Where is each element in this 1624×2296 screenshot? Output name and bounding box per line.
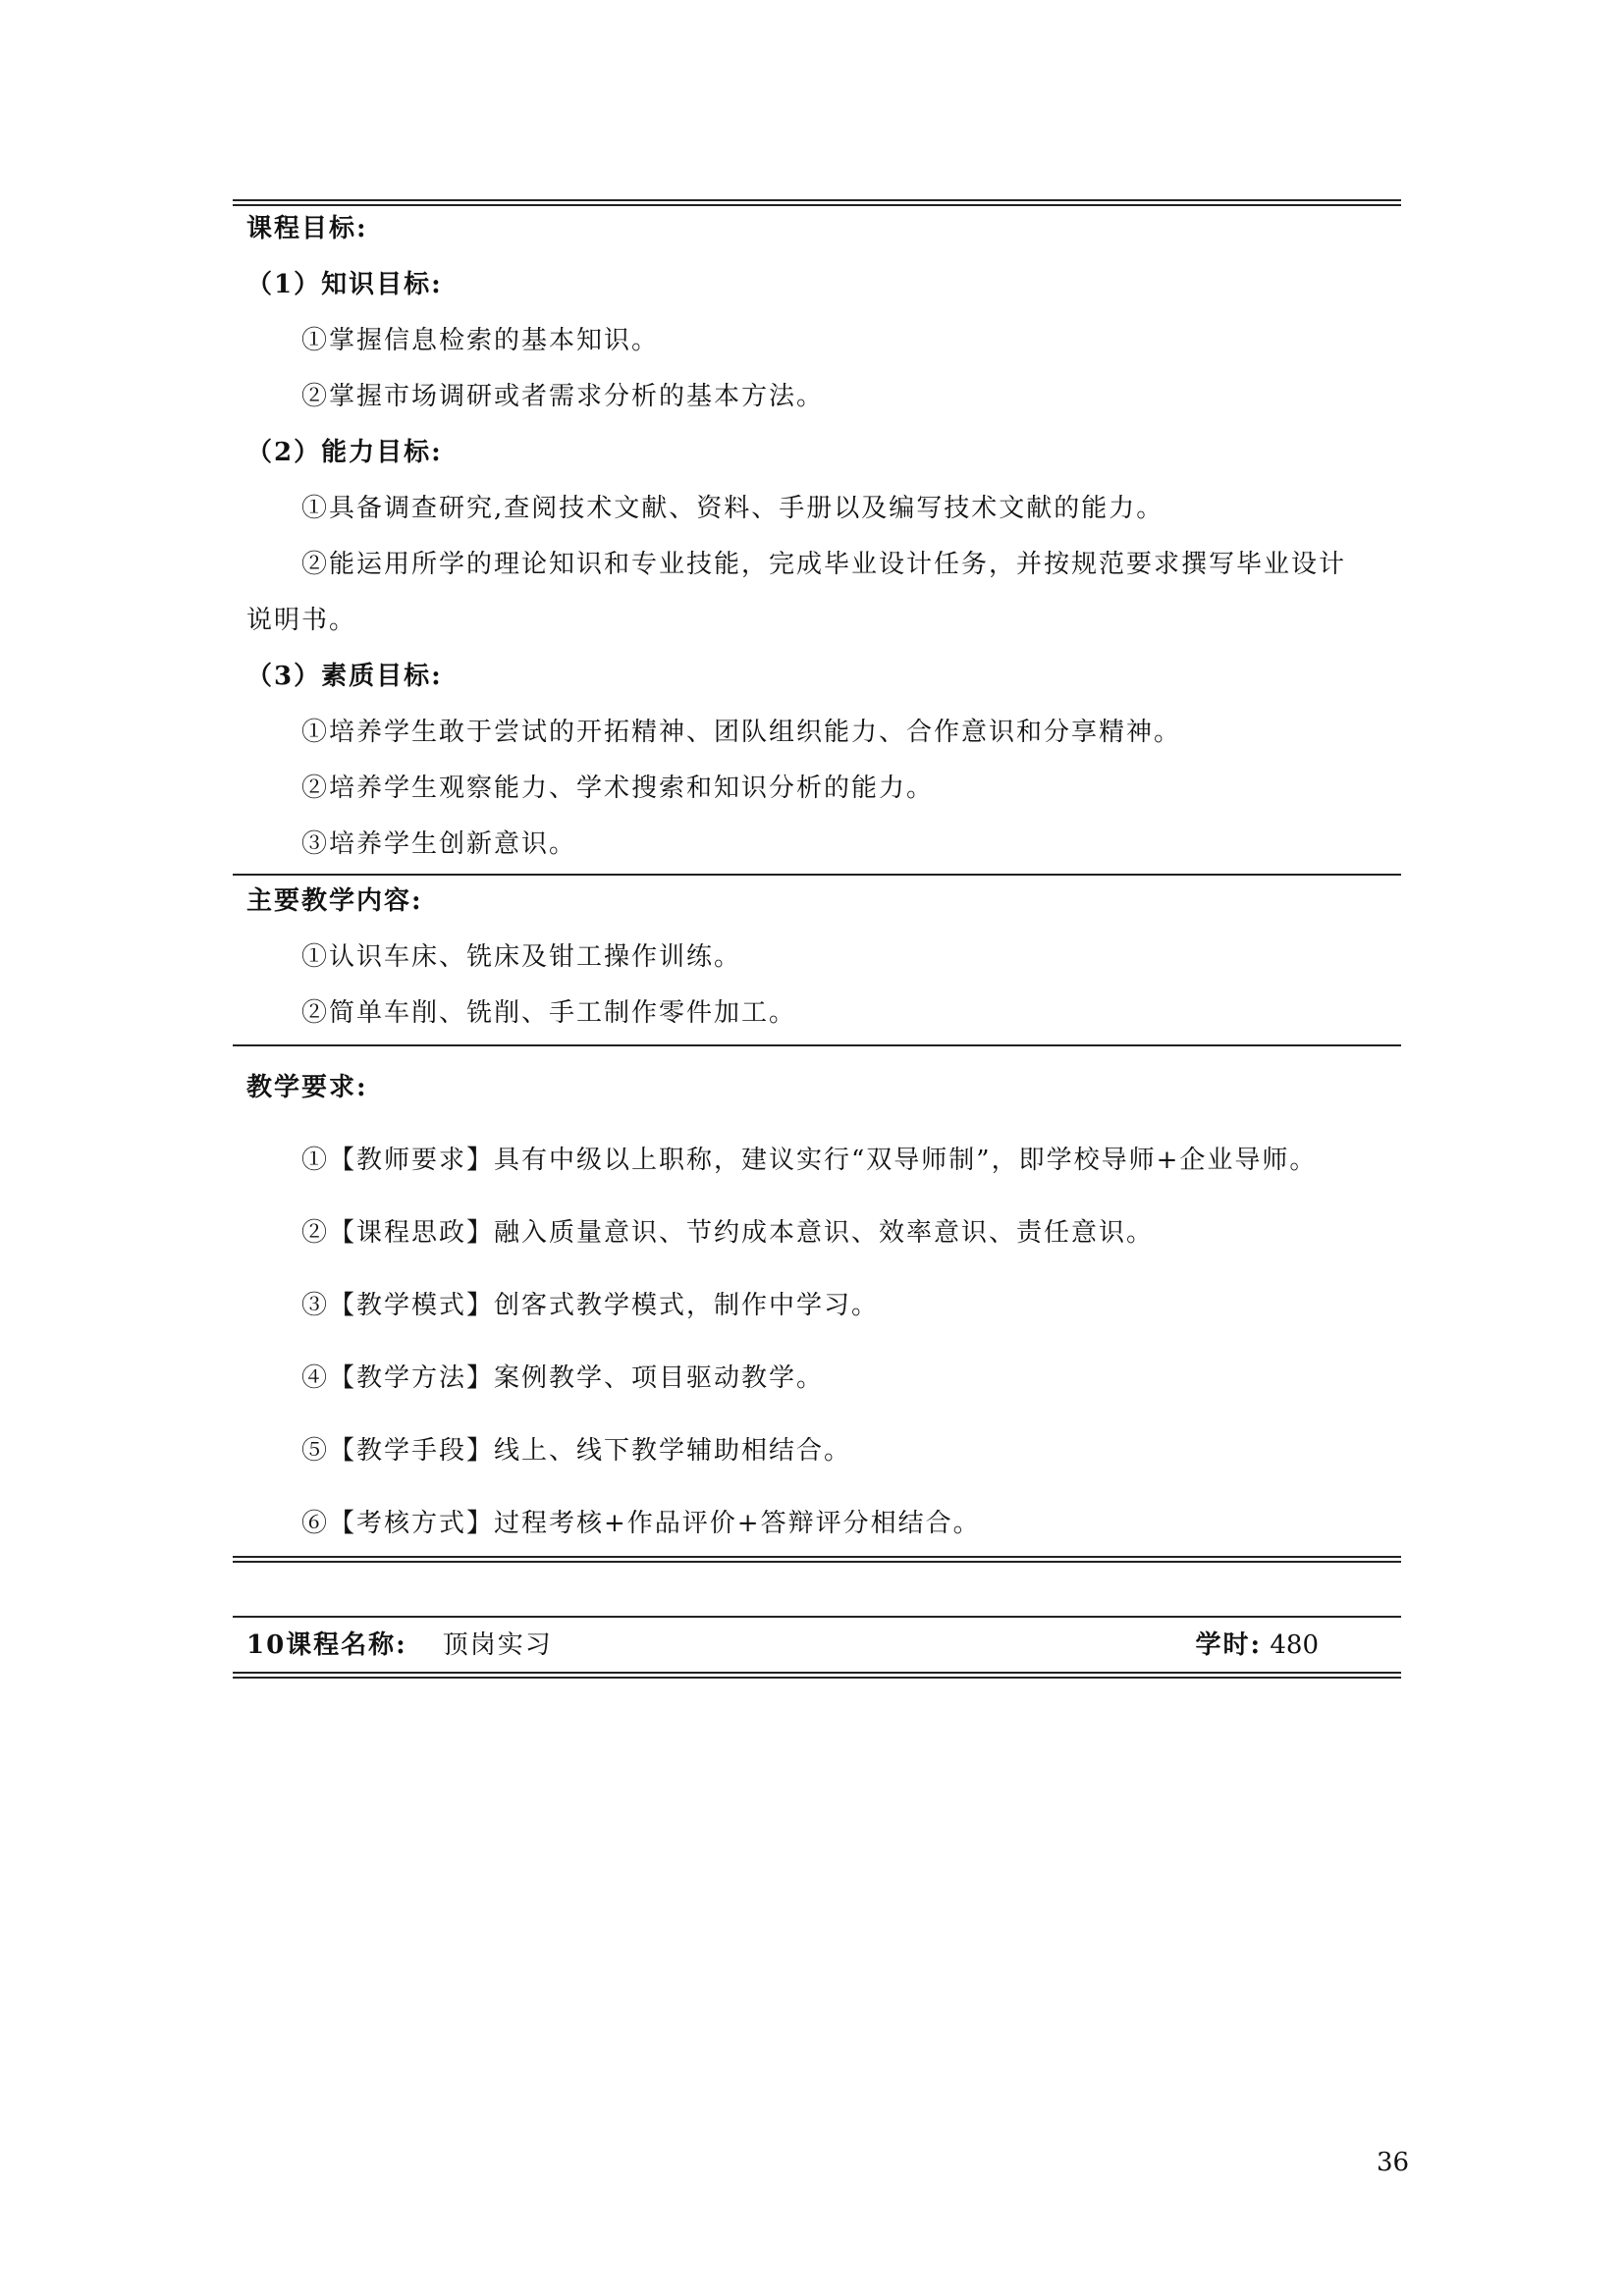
requirement-item: ⑤【教学手段】线上、线下教学辅助相结合。 — [301, 1436, 852, 1466]
requirement-item: ④【教学方法】案例教学、项目驱动教学。 — [301, 1363, 825, 1393]
requirements-heading: 教学要求: — [246, 1073, 368, 1102]
ability-goal-item: ②能运用所学的理论知识和专业技能，完成毕业设计任务，并按规范要求撰写毕业设计 — [301, 550, 1347, 579]
ability-goal-item: ①具备调查研究,查阅技术文献、资料、手册以及编写技术文献的能力。 — [301, 494, 1164, 523]
quality-goal-item: ①培养学生敢于尝试的开拓精神、团队组织能力、合作意识和分享精神。 — [301, 718, 1182, 747]
course-header-bottom-rule — [233, 1672, 1401, 1679]
page-number: 36 — [1377, 2148, 1410, 2177]
knowledge-goal-item: ①掌握信息检索的基本知识。 — [301, 326, 660, 355]
knowledge-goal-item: ②掌握市场调研或者需求分析的基本方法。 — [301, 382, 825, 411]
section-divider — [233, 874, 1401, 876]
requirement-item: ①【教师要求】具有中级以上职称，建议实行“双导师制”，即学校导师+企业导师。 — [301, 1146, 1318, 1175]
section-divider — [233, 1044, 1401, 1046]
course-hours — [1195, 1625, 1319, 1661]
next-course-row — [246, 1625, 1401, 1661]
course-header-top-rule — [233, 1616, 1401, 1618]
main-content-item: ①认识车床、铣床及钳工操作训练。 — [301, 942, 742, 972]
requirement-item: ⑥【考核方式】过程考核+作品评价+答辩评分相结合。 — [301, 1509, 981, 1538]
quality-goal-item: ②培养学生观察能力、学术搜索和知识分析的能力。 — [301, 774, 935, 803]
course-hours-value: 480 — [1270, 1630, 1319, 1660]
ability-goal-item-continued: 说明书。 — [246, 606, 357, 635]
main-content-item: ②简单车削、铣削、手工制作零件加工。 — [301, 998, 797, 1028]
knowledge-goals-heading: （1）知识目标: — [246, 270, 443, 299]
section-end-double-rule — [233, 1556, 1401, 1563]
requirement-item: ②【课程思政】融入质量意识、节约成本意识、效率意识、责任意识。 — [301, 1218, 1155, 1248]
course-goals-heading: 课程目标: — [246, 214, 368, 243]
course-name-value: 顶岗实习 — [442, 1630, 553, 1660]
main-content-heading: 主要教学内容: — [246, 886, 423, 916]
course-hours-label: 学时: — [1195, 1630, 1263, 1660]
requirement-item: ③【教学模式】创客式教学模式，制作中学习。 — [301, 1291, 880, 1320]
top-double-rule — [233, 199, 1401, 206]
ability-goals-heading: （2）能力目标: — [246, 438, 443, 467]
quality-goals-heading: （3）素质目标: — [246, 662, 443, 691]
quality-goal-item: ③培养学生创新意识。 — [301, 829, 577, 859]
course-name-label: 10课程名称: — [246, 1630, 407, 1660]
